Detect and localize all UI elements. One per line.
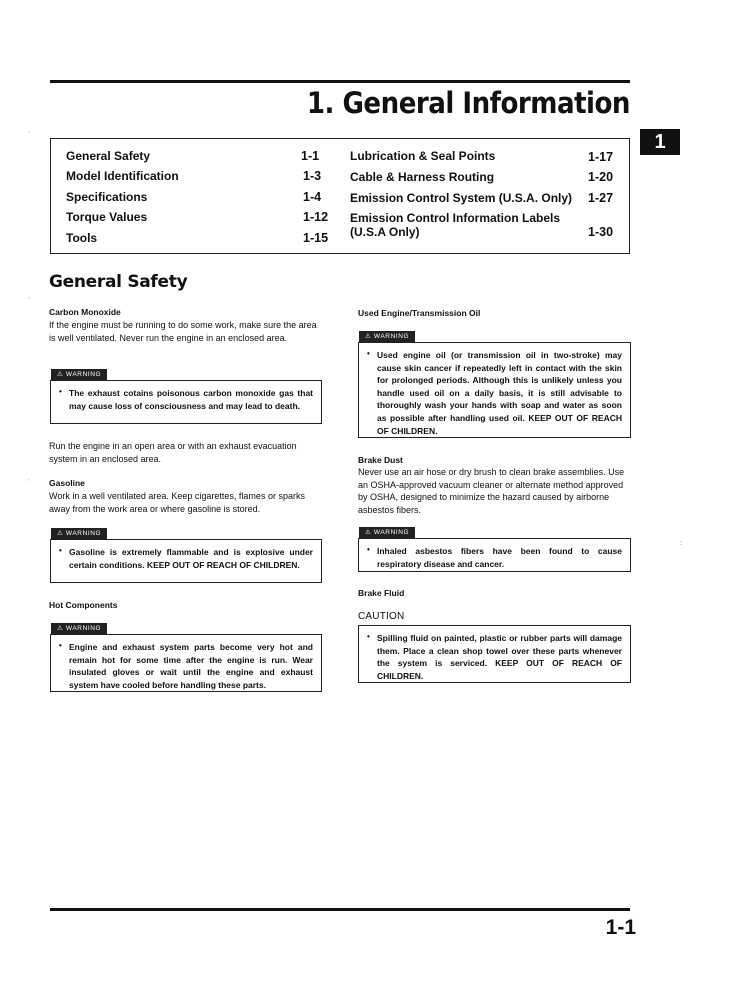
- toc-page: 1-4: [303, 190, 322, 204]
- warning-text: Engine and exhaust system parts become very hot and remain hot for some time after the engine is run. Wear insulated gloves or wait until the engine and exhaust system have cooled before handling these parts.: [69, 642, 313, 690]
- warning-box-gasoline: [50, 530, 322, 583]
- toc-page: 1-20: [588, 170, 614, 184]
- bullet-icon: •: [59, 387, 62, 396]
- toc-item-cable-harness[interactable]: Cable & Harness Routing: [350, 170, 495, 184]
- bullet-icon: •: [367, 349, 370, 358]
- warning-tag: ⚠ WARNING: [359, 527, 415, 539]
- page-number: 1-1: [605, 916, 636, 939]
- chapter-tab: 1: [640, 129, 680, 155]
- toc-item-tools[interactable]: Tools: [66, 231, 98, 245]
- brake-dust-heading: Brake Dust: [358, 455, 403, 465]
- toc-item-emission-labels[interactable]: Emission Control Information Labels: [350, 211, 561, 225]
- scan-mark: `: [28, 480, 31, 487]
- toc-page: 1-30: [588, 225, 614, 239]
- toc-page: 1-3: [303, 169, 322, 183]
- toc-item-lubrication[interactable]: Lubrication & Seal Points: [350, 149, 496, 163]
- warning-box-hot-components: [50, 625, 322, 692]
- bottom-rule: [50, 908, 630, 911]
- warning-box-used-oil: [358, 333, 631, 438]
- brake-dust-text: Never use an air hose or dry brush to clean brake assemblies. Use an OSHA-approved vacuum cleaner or alternate method approved by OSHA, designed to minimize the hazard caused by airborne asbestos fibers.: [358, 467, 625, 515]
- caution-label: CAUTION: [358, 611, 405, 622]
- warning-box-carbon-monoxide: [50, 371, 322, 424]
- caution-text: Spilling fluid on painted, plastic or rubber parts will damage them. Place a clean shop towel over these parts whenever the system is serviced. KEEP OUT OF REACH OF CHILDREN.: [377, 633, 622, 681]
- warning-tag: ⚠ WARNING: [51, 528, 107, 540]
- toc-item-general-safety[interactable]: General Safety: [66, 149, 151, 163]
- carbon-monoxide-after-text: Run the engine in an open area or with an exhaust evacuation system in an enclosed area.: [49, 441, 297, 464]
- bullet-icon: •: [59, 546, 62, 555]
- bullet-icon: •: [59, 641, 62, 650]
- toc-item-emission-control[interactable]: Emission Control System (U.S.A. Only): [350, 191, 573, 205]
- carbon-monoxide-text: If the engine must be running to do some work, make sure the area is well ventilated. Never run the engine in an enclosed area.: [49, 320, 317, 343]
- toc-page: 1-15: [303, 231, 329, 245]
- used-oil-heading: Used Engine/Transmission Oil: [358, 308, 481, 318]
- toc-item-torque-values[interactable]: Torque Values: [66, 210, 148, 224]
- warning-tag: ⚠ WARNING: [359, 331, 415, 343]
- bullet-icon: •: [367, 545, 370, 554]
- section-heading: General Safety: [49, 272, 188, 292]
- scan-mark: `: [28, 132, 31, 139]
- scan-mark: :: [680, 540, 682, 547]
- toc-item-emission-labels-usa[interactable]: (U.S.A Only): [350, 225, 420, 239]
- hot-components-heading: Hot Components: [49, 600, 118, 610]
- toc-page: 1-27: [588, 191, 614, 205]
- warning-tag: ⚠ WARNING: [51, 623, 107, 635]
- scan-mark: `: [28, 298, 31, 305]
- gasoline-heading: Gasoline: [49, 478, 85, 488]
- toc-item-model-identification[interactable]: Model Identification: [66, 169, 179, 183]
- toc-page: 1-17: [588, 150, 614, 164]
- toc-page: 1-12: [303, 210, 329, 224]
- gasoline-text: Work in a well ventilated area. Keep cigarettes, flames or sparks away from the work area or where gasoline is stored.: [49, 491, 305, 514]
- warning-box-brake-dust: [358, 529, 631, 572]
- caution-box-brake-fluid: [358, 625, 631, 683]
- toc-page: 1-1: [301, 149, 320, 163]
- brake-fluid-heading: Brake Fluid: [358, 588, 405, 598]
- top-rule: [50, 80, 630, 83]
- warning-text: Gasoline is extremely flammable and is explosive under certain conditions. KEEP OUT OF REACH OF CHILDREN.: [69, 547, 313, 570]
- toc-box: [50, 138, 630, 254]
- bullet-icon: •: [367, 632, 370, 641]
- warning-text: The exhaust cotains poisonous carbon monoxide gas that may cause loss of consciousness and may lead to death.: [69, 388, 313, 411]
- carbon-monoxide-heading: Carbon Monoxide: [49, 307, 121, 317]
- warning-text: Used engine oil (or transmission oil in two-stroke) may cause skin cancer if repeatedly left in contact with the skin for prolonged periods. Although this is unlikely unless you handle used oil on a daily basis, it is still advisable to thoroughly wash your hands with soap and water as soon as possible after handling used oil. KEEP OUT OF REACH OF CHILDREN.: [377, 350, 622, 436]
- toc-item-specifications[interactable]: Specifications: [66, 190, 148, 204]
- warning-tag: ⚠ WARNING: [51, 369, 107, 381]
- warning-text: Inhaled asbestos fibers have been found to cause respiratory disease and cancer.: [377, 546, 622, 569]
- page-title: 1. General Information: [306, 86, 630, 120]
